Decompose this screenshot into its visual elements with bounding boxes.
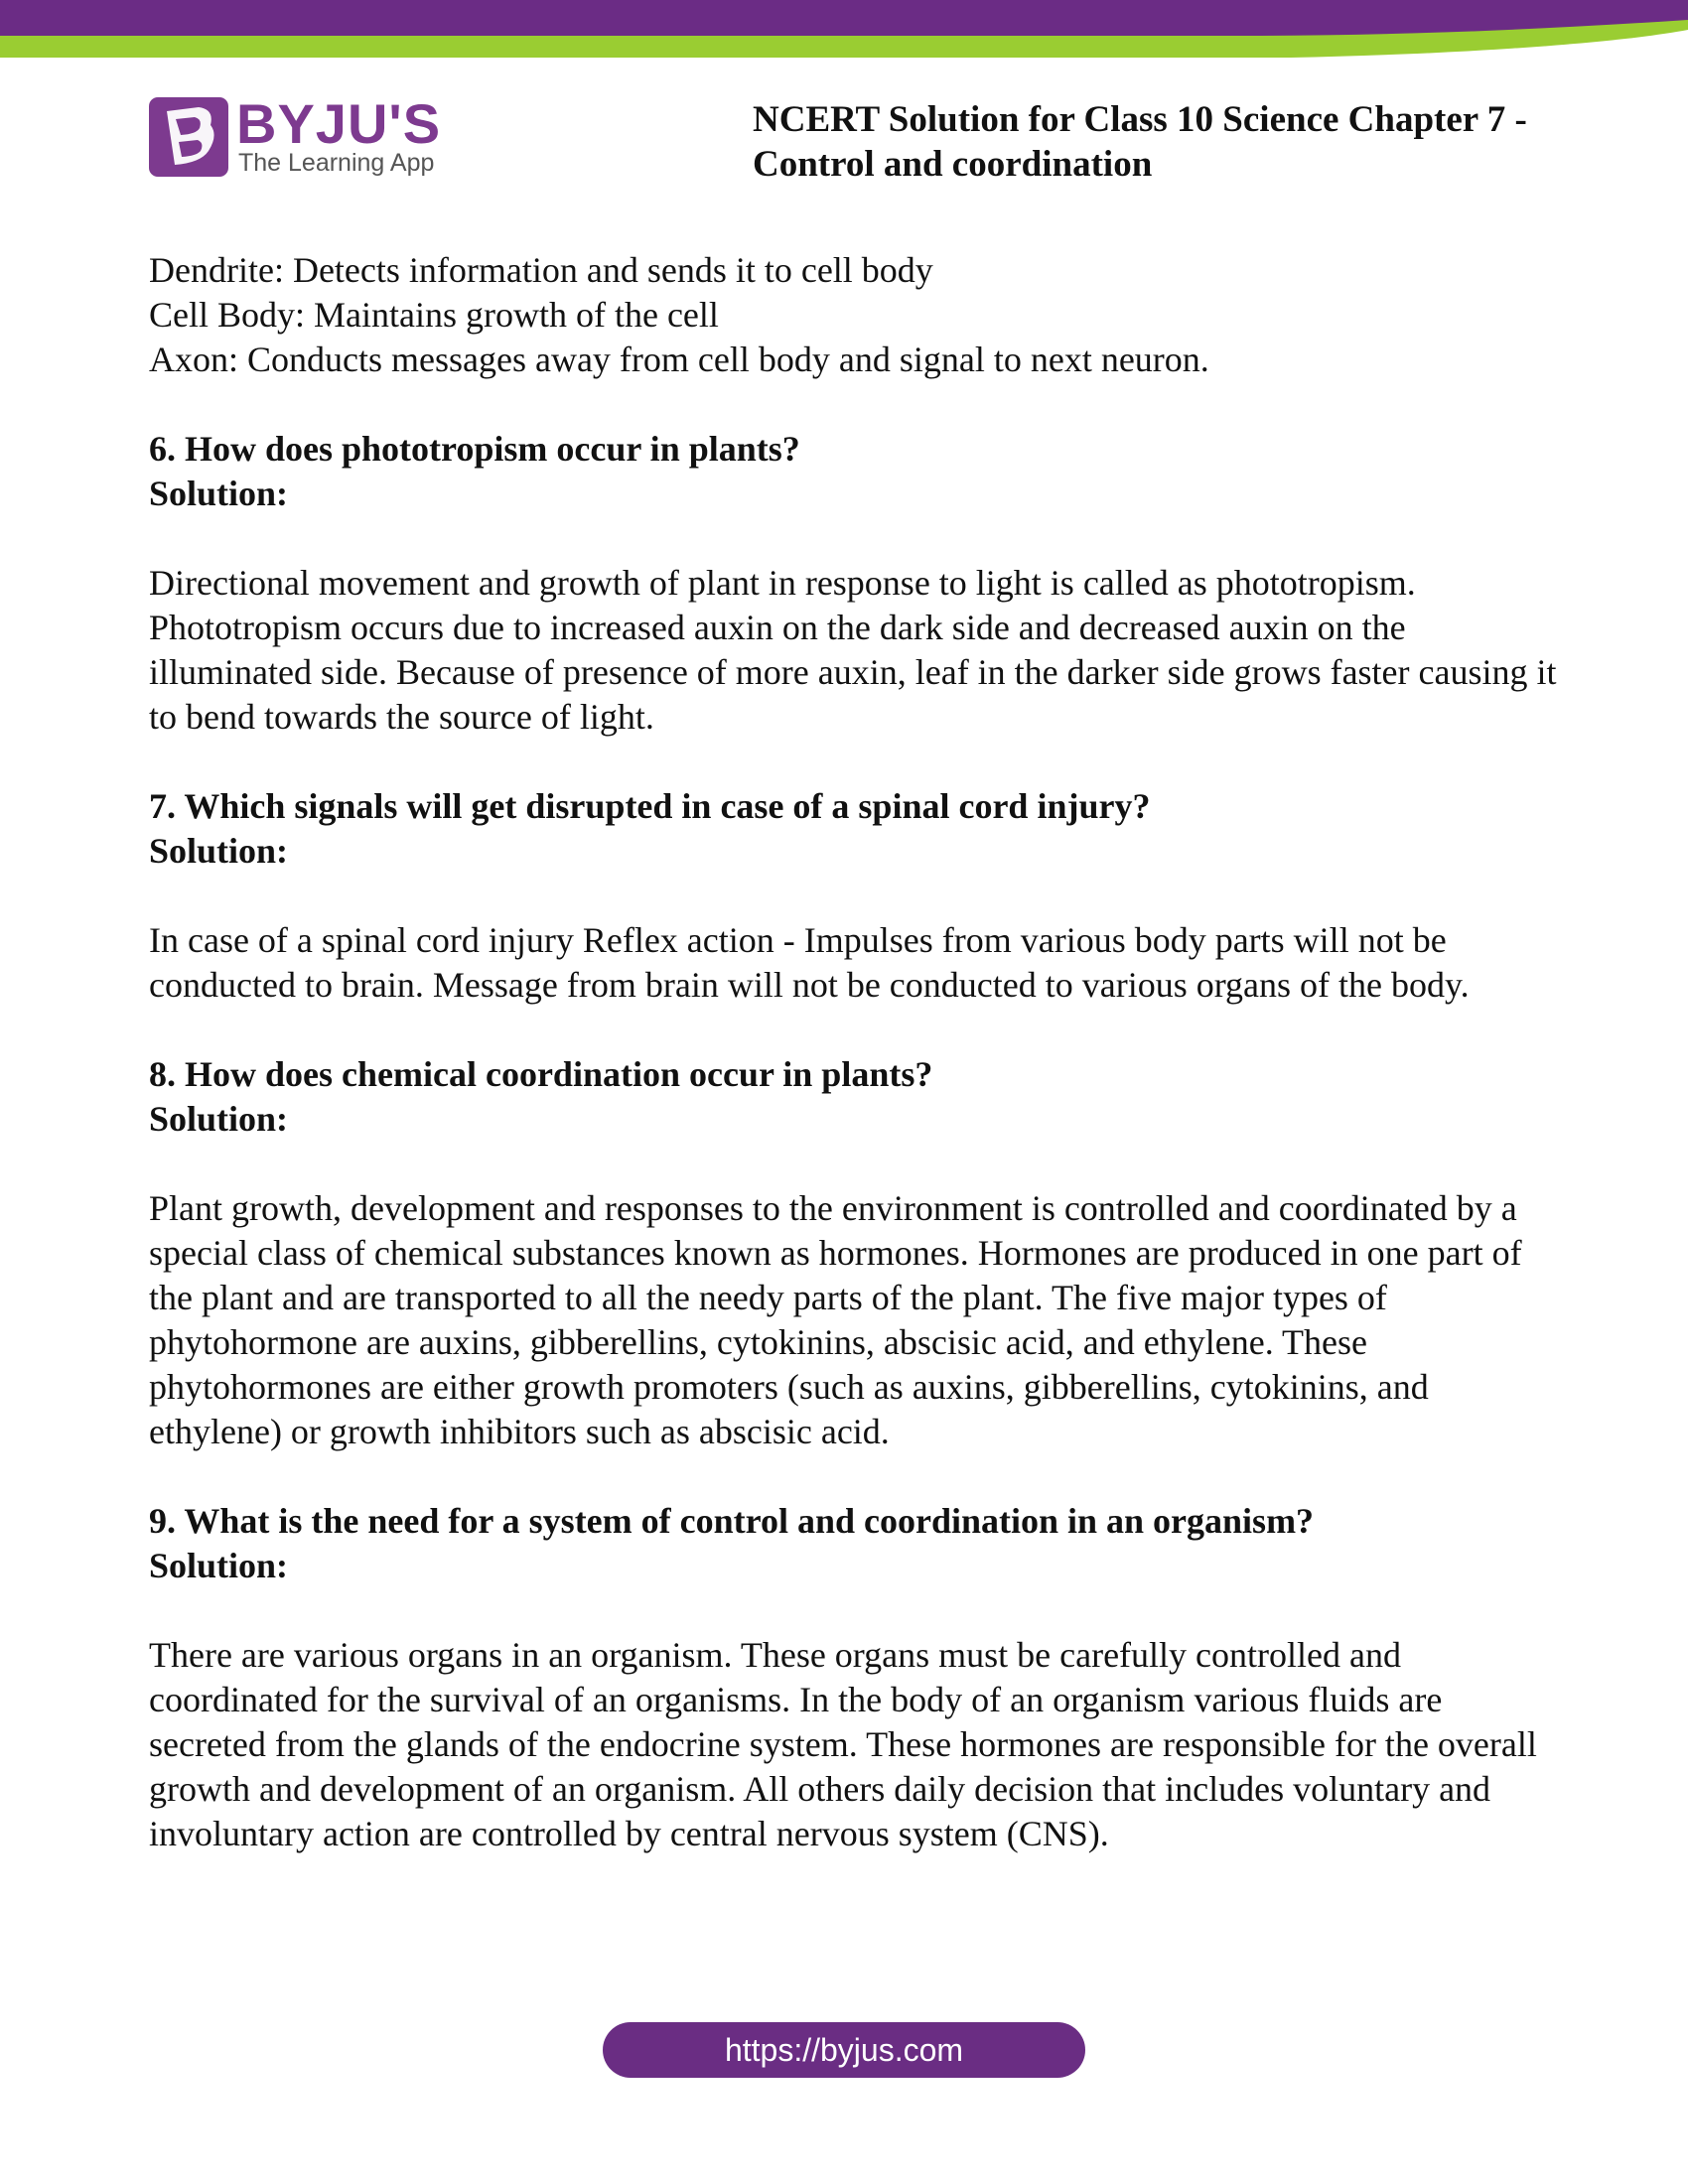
solution-label-6: Solution: (149, 474, 289, 513)
brand-name: BYJU'S (236, 92, 442, 155)
intro-line-dendrite: Dendrite: Detects information and sends it to cell body (149, 250, 933, 290)
solution-label-8: Solution: (149, 1099, 289, 1139)
footer-url-link[interactable]: https://byjus.com (603, 2022, 1085, 2078)
question-9: 9. What is the need for a system of control and coordination in an organism? (149, 1501, 1315, 1541)
document-title-line-1: NCERT Solution for Class 10 Science Chapter 7 - (753, 99, 1527, 140)
byjus-logo[interactable] (149, 92, 447, 179)
answer-6: Directional movement and growth of plant in response to light is called as phototropism. Phototropism occurs due to increased auxin on the dark side and decreased auxin on the illuminated side. Because of presence of more auxin, leaf in the darker side grows faster causing it to bend towards the source of light. (149, 563, 1557, 737)
intro-line-cell-body: Cell Body: Maintains growth of the cell (149, 295, 719, 335)
solution-label-7: Solution: (149, 831, 289, 871)
top-decorative-band (0, 0, 1688, 60)
document-body (149, 248, 1559, 1856)
question-6: 6. How does phototropism occur in plants? (149, 429, 800, 469)
question-7: 7. Which signals will get disrupted in case of a spinal cord injury? (149, 786, 1151, 826)
band-purple-stripe (0, 0, 1688, 36)
brand-tagline: The Learning App (238, 149, 435, 177)
answer-9: There are various organs in an organism. These organs must be carefully controlled and coordinated for the survival of an organisms. In the body of an organism various fluids are secreted from the glands of the endocrine system. These hormones are responsible for the overall growth and development of an organism. All others daily decision that includes voluntary and involuntary action are controlled by central nervous system (CNS). (149, 1635, 1537, 1853)
question-8: 8. How does chemical coordination occur in plants? (149, 1054, 933, 1094)
intro-line-axon: Axon: Conducts messages away from cell body and signal to next neuron. (149, 340, 1209, 379)
byjus-b-logo-icon (149, 97, 228, 177)
solution-label-9: Solution: (149, 1546, 289, 1585)
document-title (753, 97, 1646, 187)
answer-8: Plant growth, development and responses to the environment is controlled and coordinated by a special class of chemical substances known as hormones. Hormones are produced in one part of the plant and are transported to all the needy parts of the plant. The five major types of phytohormone are auxins, gibberellins, cytokinins, abscisic acid, and ethylene. These phytohormones are either growth promoters (such as auxins, gibberellins, cytokinins, and ethylene) or growth inhibitors such as abscisic acid. (149, 1188, 1522, 1451)
document-title-line-2: Control and coordination (753, 144, 1153, 185)
answer-7: In case of a spinal cord injury Reflex action - Impulses from various body parts will not be conducted to brain. Message from brain will not be conducted to various organs of the body. (149, 920, 1470, 1005)
